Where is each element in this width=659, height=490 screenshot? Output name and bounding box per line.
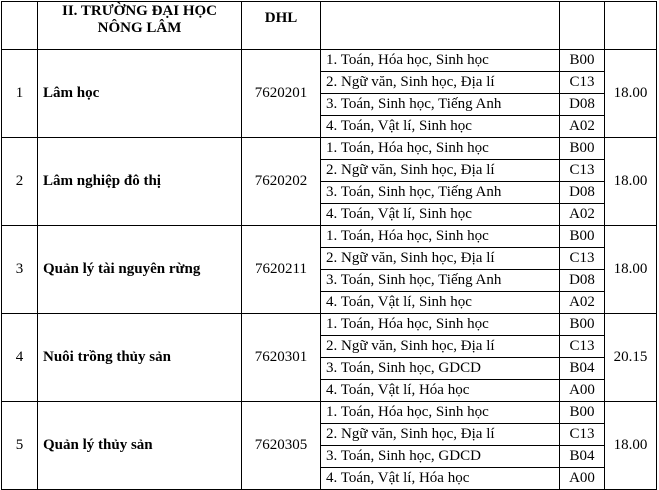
major-stt: 4 <box>2 314 38 402</box>
major-name: Lâm học <box>38 50 242 138</box>
major-name: Nuôi trồng thủy sản <box>38 314 242 402</box>
subject-combination: 2. Ngữ văn, Sinh học, Địa lí <box>321 72 560 94</box>
major-code: 7620201 <box>242 50 321 138</box>
combination-code: A02 <box>560 116 605 138</box>
header-stt-cell <box>2 2 38 50</box>
subject-combination: 3. Toán, Sinh học, GDCD <box>321 446 560 468</box>
combination-code: C13 <box>560 72 605 94</box>
subject-combination: 2. Ngữ văn, Sinh học, Địa lí <box>321 248 560 270</box>
major-stt: 1 <box>2 50 38 138</box>
major-code: 7620301 <box>242 314 321 402</box>
combination-code: B00 <box>560 50 605 72</box>
combination-code: D08 <box>560 270 605 292</box>
combination-code: C13 <box>560 160 605 182</box>
subject-combination: 1. Toán, Hóa học, Sinh học <box>321 314 560 336</box>
header-combo-code-cell <box>560 2 605 50</box>
major-stt: 3 <box>2 226 38 314</box>
header-score-cell <box>605 2 657 50</box>
combination-code: C13 <box>560 336 605 358</box>
table-row <box>2 138 657 160</box>
subject-combination: 4. Toán, Vật lí, Sinh học <box>321 292 560 314</box>
combination-code: C13 <box>560 424 605 446</box>
subject-combination: 3. Toán, Sinh học, Tiếng Anh <box>321 182 560 204</box>
subject-combination: 3. Toán, Sinh học, Tiếng Anh <box>321 94 560 116</box>
major-code: 7620305 <box>242 402 321 490</box>
major-stt: 5 <box>2 402 38 490</box>
header-row <box>2 2 657 50</box>
combination-code: B04 <box>560 446 605 468</box>
admission-table <box>1 1 657 490</box>
school-code: DHL <box>242 2 321 50</box>
subject-combination: 3. Toán, Sinh học, Tiếng Anh <box>321 270 560 292</box>
combination-code: B00 <box>560 226 605 248</box>
combination-code: A02 <box>560 204 605 226</box>
subject-combination: 2. Ngữ văn, Sinh học, Địa lí <box>321 336 560 358</box>
header-school-cell <box>38 2 242 50</box>
combination-code: D08 <box>560 182 605 204</box>
major-name: Quản lý thủy sản <box>38 402 242 490</box>
combination-code: C13 <box>560 248 605 270</box>
subject-combination: 1. Toán, Hóa học, Sinh học <box>321 402 560 424</box>
subject-combination: 4. Toán, Vật lí, Sinh học <box>321 204 560 226</box>
major-code: 7620202 <box>242 138 321 226</box>
combination-code: B00 <box>560 314 605 336</box>
major-code: 7620211 <box>242 226 321 314</box>
table-row <box>2 314 657 336</box>
school-name-line2: NÔNG LÂM <box>97 20 182 36</box>
combination-code: B00 <box>560 138 605 160</box>
table-row <box>2 402 657 424</box>
subject-combination: 2. Ngữ văn, Sinh học, Địa lí <box>321 424 560 446</box>
benchmark-score: 18.00 <box>605 50 657 138</box>
table-row <box>2 226 657 248</box>
subject-combination: 4. Toán, Vật lí, Sinh học <box>321 116 560 138</box>
subject-combination: 1. Toán, Hóa học, Sinh học <box>321 50 560 72</box>
major-name: Lâm nghiệp đô thị <box>38 138 242 226</box>
subject-combination: 1. Toán, Hóa học, Sinh học <box>321 226 560 248</box>
combination-code: D08 <box>560 94 605 116</box>
subject-combination: 4. Toán, Vật lí, Hóa học <box>321 380 560 402</box>
combination-code: A00 <box>560 468 605 490</box>
subject-combination: 4. Toán, Vật lí, Hóa học <box>321 468 560 490</box>
subject-combination: 3. Toán, Sinh học, GDCD <box>321 358 560 380</box>
major-name: Quản lý tài nguyên rừng <box>38 226 242 314</box>
combination-code: A02 <box>560 292 605 314</box>
combination-code: A00 <box>560 380 605 402</box>
benchmark-score: 18.00 <box>605 226 657 314</box>
subject-combination: 1. Toán, Hóa học, Sinh học <box>321 138 560 160</box>
combination-code: B00 <box>560 402 605 424</box>
major-stt: 2 <box>2 138 38 226</box>
school-name-line1: II. TRƯỜNG ĐẠI HỌC <box>61 3 218 19</box>
table-row <box>2 50 657 72</box>
subject-combination: 2. Ngữ văn, Sinh học, Địa lí <box>321 160 560 182</box>
header-combo-cell <box>321 2 560 50</box>
benchmark-score: 18.00 <box>605 138 657 226</box>
benchmark-score: 18.00 <box>605 402 657 490</box>
benchmark-score: 20.15 <box>605 314 657 402</box>
combination-code: B04 <box>560 358 605 380</box>
